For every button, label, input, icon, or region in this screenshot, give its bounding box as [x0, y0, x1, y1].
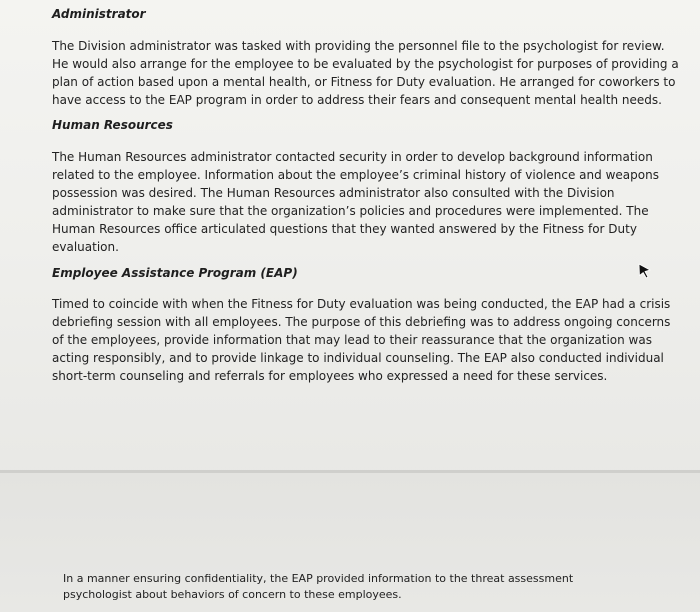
paragraph-line: Human Resources office articulated questions that they wanted answered by the Fitness for Duty [52, 222, 637, 236]
paragraph-line: psychologist about behaviors of concern to these employees. [63, 588, 402, 601]
paragraph-line: evaluation. [52, 240, 119, 254]
human-resources-heading: Human Resources [52, 118, 173, 132]
human-resources-paragraph [52, 148, 659, 256]
administrator-heading: Administrator [52, 7, 146, 21]
paragraph-line: The Division administrator was tasked with providing the personnel file to the psychologist for review. [52, 39, 665, 53]
paragraph-line: debriefing session with all employees. The purpose of this debriefing was to address ongoing concerns [52, 315, 671, 329]
paragraph-line: possession was desired. The Human Resources administrator also consulted with the Division [52, 186, 615, 200]
paragraph-line: related to the employee. Information about the employee’s criminal history of violence and weapons [52, 168, 659, 182]
paragraph-line: have access to the EAP program in order to address their fears and consequent mental health needs. [52, 93, 662, 107]
paragraph-line: of the employees, provide information that may lead to their reassurance that the organization was [52, 333, 652, 347]
administrator-paragraph [52, 37, 679, 109]
footer-paragraph [63, 571, 573, 603]
paragraph-line: Timed to coincide with when the Fitness for Duty evaluation was being conducted, the EAP had a crisis [52, 297, 671, 311]
eap-heading: Employee Assistance Program (EAP) [52, 266, 298, 280]
paragraph-line: The Human Resources administrator contacted security in order to develop background information [52, 150, 653, 164]
mouse-pointer-icon [638, 263, 652, 279]
eap-paragraph [52, 295, 670, 385]
paragraph-line: He would also arrange for the employee to be evaluated by the psychologist for purposes of providing a [52, 57, 679, 71]
paragraph-line: plan of action based upon a mental health, or Fitness for Duty evaluation. He arranged for coworkers to [52, 75, 676, 89]
paragraph-line: In a manner ensuring confidentiality, the EAP provided information to the threat assessment [63, 572, 574, 585]
paragraph-line: acting responsibly, and to provide linkage to individual counseling. The EAP also conducted individual [52, 351, 664, 365]
paragraph-line: short-term counseling and referrals for employees who expressed a need for these services. [52, 369, 608, 383]
paragraph-line: administrator to make sure that the organization’s policies and procedures were implemented. The [52, 204, 649, 218]
